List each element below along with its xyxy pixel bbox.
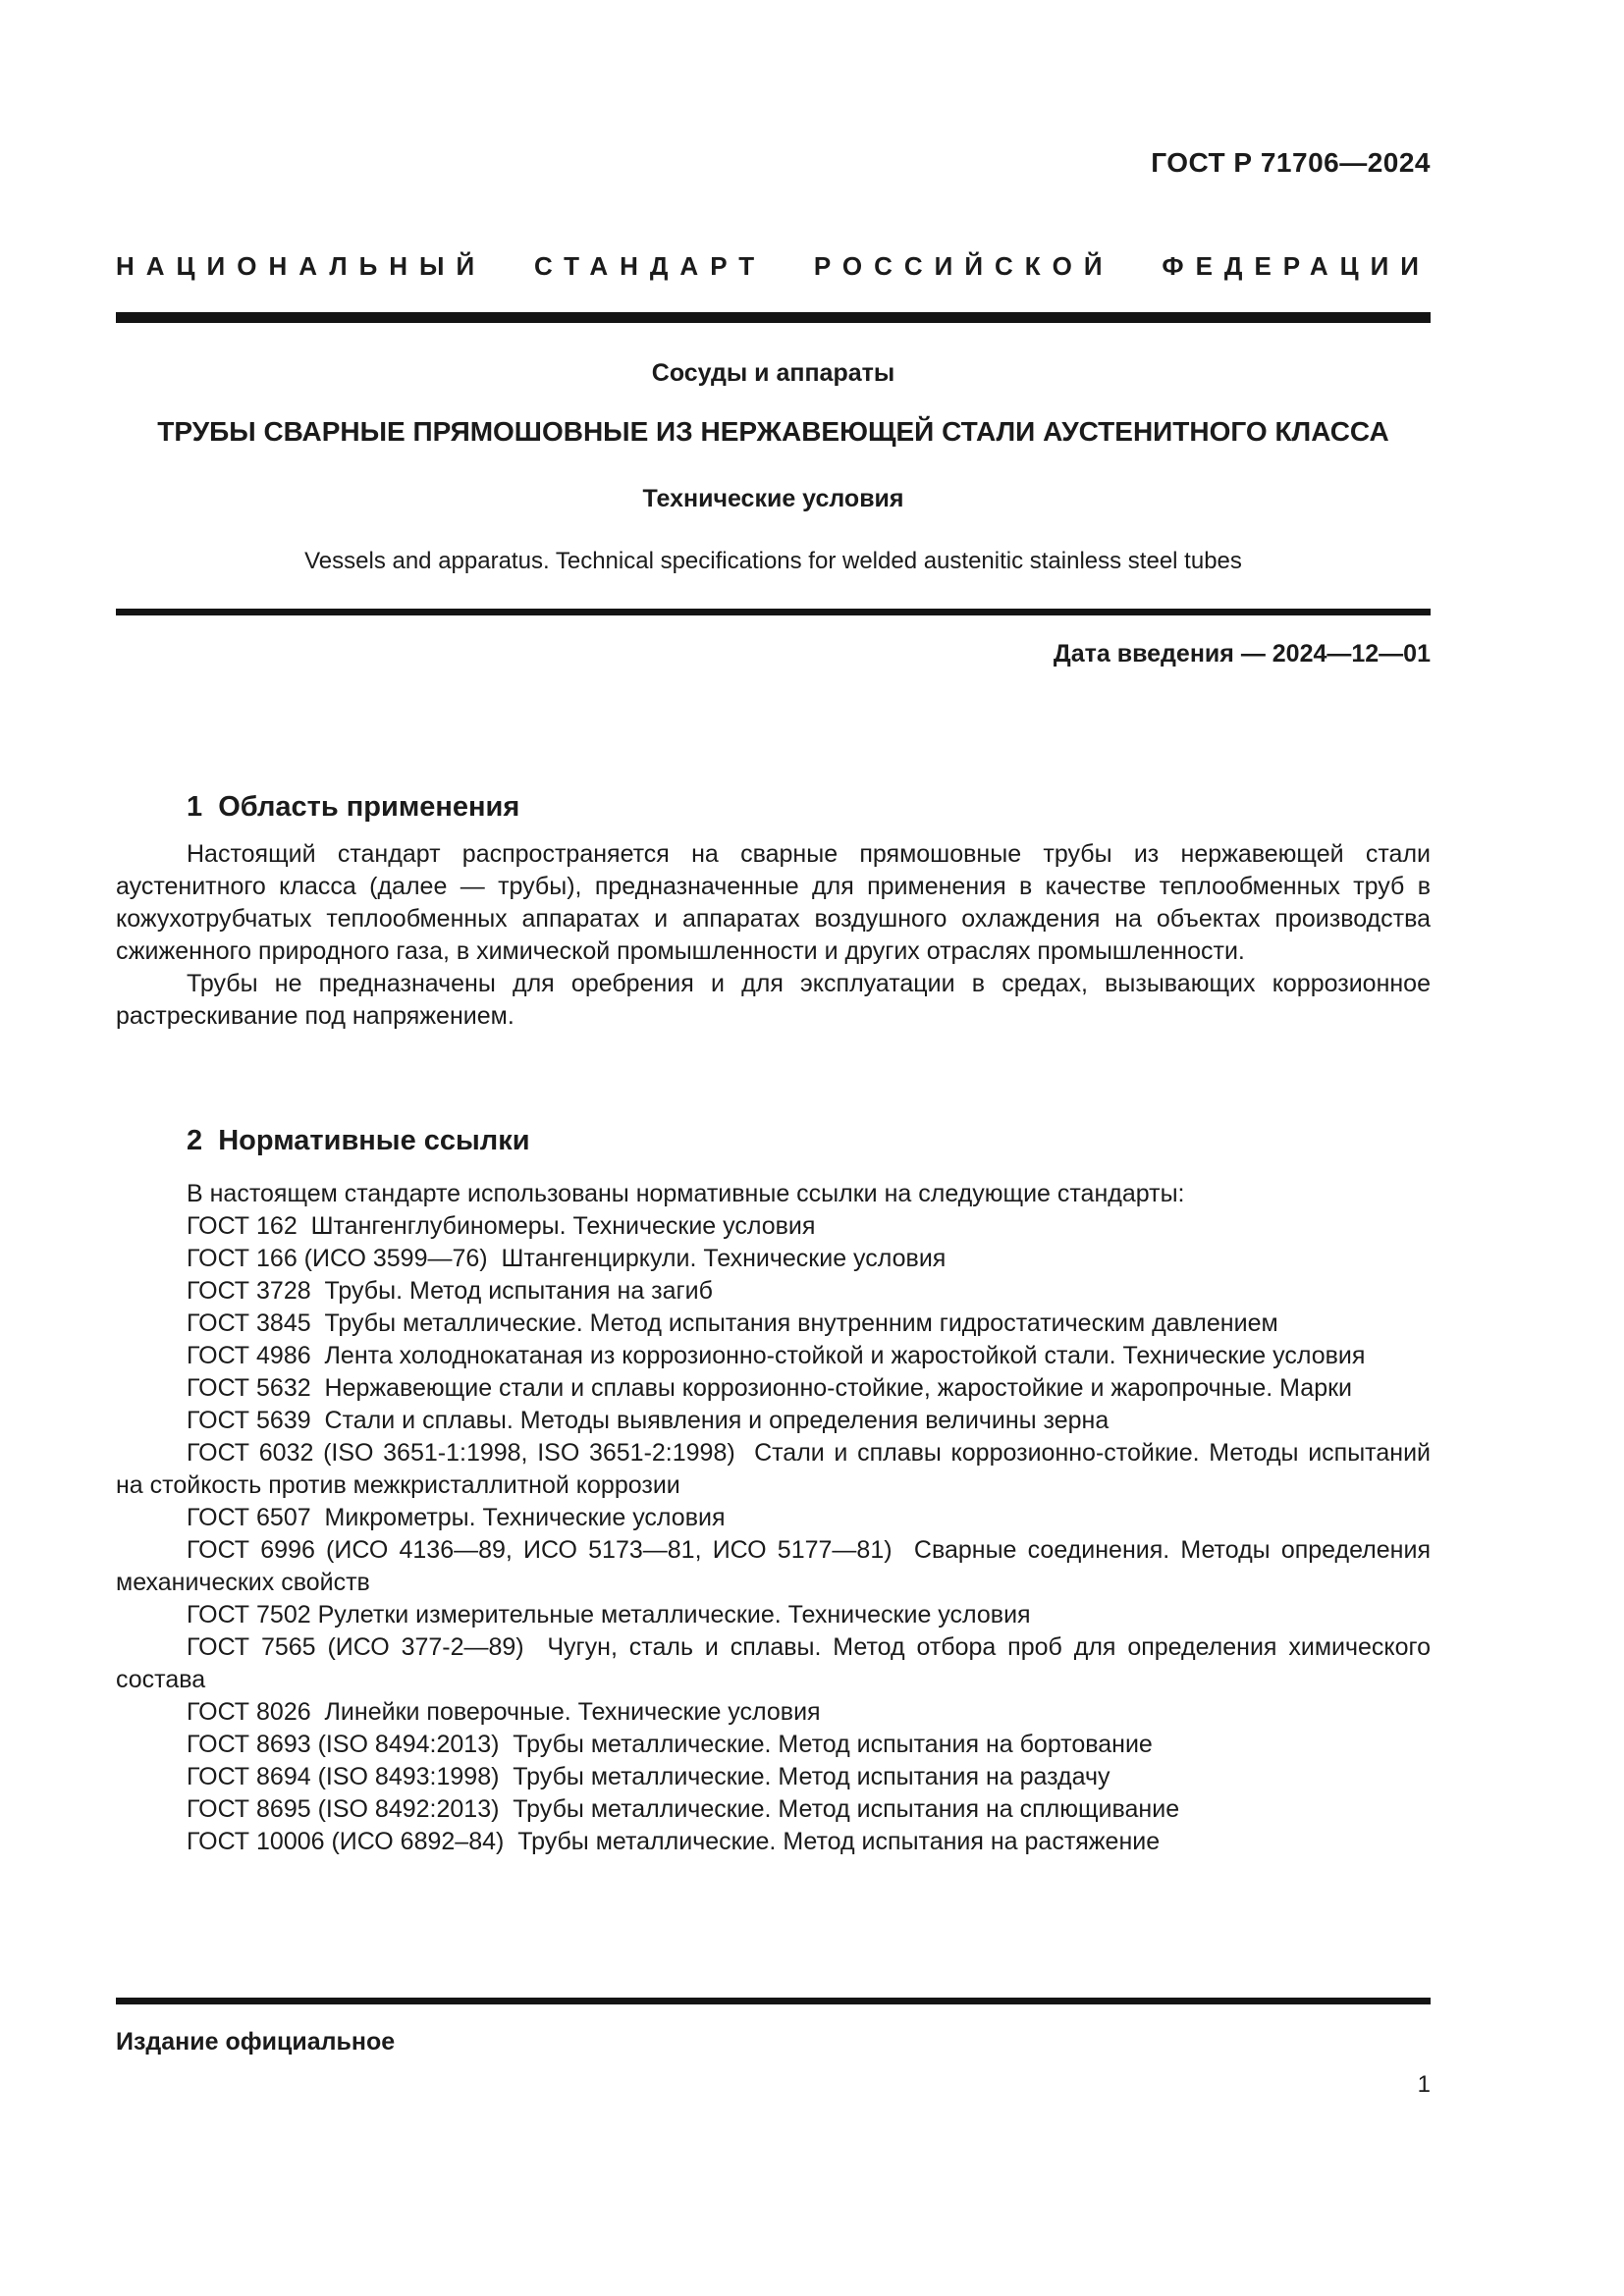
section-2-heading: 2 Нормативные ссылки <box>187 1125 530 1156</box>
national-standard-banner: НАЦИОНАЛЬНЫЙ СТАНДАРТ РОССИЙСКОЙ ФЕДЕРАЦИИ <box>116 251 1431 281</box>
standard-title: ТРУБЫ СВАРНЫЕ ПРЯМОШОВНЫЕ ИЗ НЕРЖАВЕЮЩЕЙ СТАЛИ АУСТЕНИТНОГО КЛАССА <box>157 416 1389 447</box>
reference-item: ГОСТ 4986 Лента холоднокатаная из коррозионно-стойкой и жаростойкой стали. Технические условия <box>187 1342 1366 1369</box>
standard-subject: Сосуды и аппараты <box>651 359 895 387</box>
section-1-heading: 1 Область применения <box>187 791 520 823</box>
doc-number: ГОСТ Р 71706—2024 <box>1151 147 1431 178</box>
title-rule <box>116 609 1431 615</box>
masthead-rule <box>116 312 1431 323</box>
reference-item: ГОСТ 166 (ИСО 3599—76) Штангенциркули. Технические условия <box>187 1245 947 1272</box>
reference-item: ГОСТ 7565 (ИСО 377-2—89) Чугун, сталь и сплавы. Метод отбора проб для определения химического состава <box>116 1633 1437 1693</box>
section-1-body <box>116 838 1437 1033</box>
standard-title-english: Vessels and apparatus. Technical specifications for welded austenitic stainless steel tubes <box>304 548 1242 574</box>
standard-subtitle: Технические условия <box>642 485 904 512</box>
references-intro: В настоящем стандарте использованы нормативные ссылки на следующие стандарты: <box>187 1180 1185 1207</box>
reference-item: ГОСТ 5632 Нержавеющие стали и сплавы коррозионно-стойкие, жаростойкие и жаропрочные. Марки <box>187 1374 1352 1402</box>
reference-item: ГОСТ 6032 (ISO 3651-1:1998, ISO 3651-2:1998) Стали и сплавы коррозионно-стойкие. Методы испытаний на стойкость против межкристаллитной коррозии <box>116 1439 1437 1499</box>
reference-item: ГОСТ 10006 (ИСО 6892–84) Трубы металлические. Метод испытания на растяжение <box>187 1828 1161 1855</box>
reference-item: ГОСТ 162 Штангенглубиномеры. Технические условия <box>187 1212 816 1240</box>
reference-item: ГОСТ 8026 Линейки поверочные. Технические условия <box>187 1698 821 1726</box>
edition-note: Издание официальное <box>116 2028 396 2056</box>
reference-item: ГОСТ 6507 Микрометры. Технические условия <box>187 1504 726 1531</box>
reference-item: ГОСТ 5639 Стали и сплавы. Методы выявления и определения величины зерна <box>187 1407 1110 1434</box>
reference-item: ГОСТ 3728 Трубы. Метод испытания на загиб <box>187 1277 713 1305</box>
reference-item: ГОСТ 7502 Рулетки измерительные металлические. Технические условия <box>187 1601 1031 1629</box>
effective-date: Дата введения — 2024—12—01 <box>1053 640 1431 667</box>
reference-item: ГОСТ 3845 Трубы металлические. Метод испытания внутренним гидростатическим давлением <box>187 1309 1278 1337</box>
references-list <box>116 1178 1437 1858</box>
reference-item: ГОСТ 8695 (ISO 8492:2013) Трубы металлические. Метод испытания на сплющивание <box>187 1795 1180 1823</box>
footer-rule <box>116 1998 1431 2004</box>
page-number: 1 <box>1417 2071 1431 2098</box>
paragraph: Настоящий стандарт распространяется на сварные прямошовные трубы из нержавеющей стали аустенитного класса (далее — трубы), предназначенные для применения в качестве теплообменных труб в кожухотрубчатых теплообменных аппаратах и аппаратах воздушного охлаждения на объектах производства сжиженного природного газа, в химической промышленности и других отраслях промышленности. <box>116 840 1437 965</box>
reference-item: ГОСТ 8694 (ISO 8493:1998) Трубы металлические. Метод испытания на раздачу <box>187 1763 1110 1790</box>
paragraph: Трубы не предназначены для оребрения и для эксплуатации в средах, вызывающих коррозионное растрескивание под напряжением. <box>116 970 1437 1030</box>
reference-item: ГОСТ 8693 (ISO 8494:2013) Трубы металлические. Метод испытания на бортование <box>187 1731 1153 1758</box>
reference-item: ГОСТ 6996 (ИСО 4136—89, ИСО 5173—81, ИСО 5177—81) Сварные соединения. Методы определения механических свойств <box>116 1536 1437 1596</box>
